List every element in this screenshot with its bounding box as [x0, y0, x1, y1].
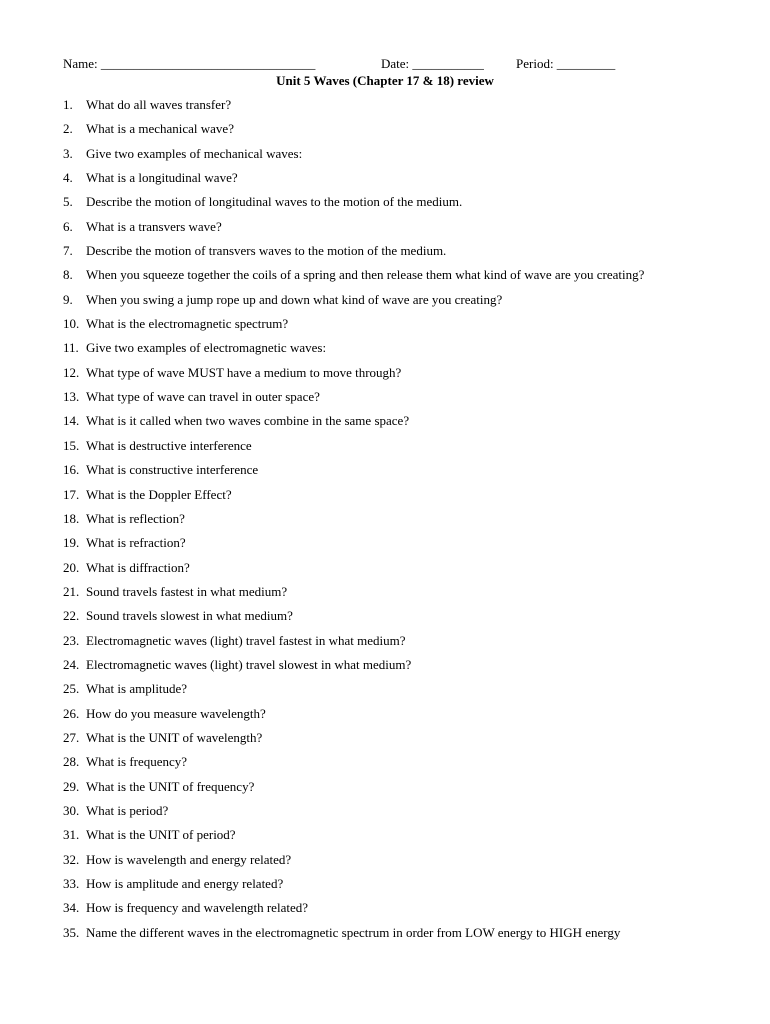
question-number: 11. [63, 340, 79, 356]
question-text: Give two examples of electromagnetic waves: [86, 340, 327, 356]
page-title: Unit 5 Waves (Chapter 17 & 18) review [276, 73, 494, 88]
question-item [63, 121, 743, 145]
question-text: When you swing a jump rope up and down what kind of wave are you creating? [86, 291, 503, 307]
question-number: 13. [63, 389, 80, 405]
question-number: 29. [63, 778, 80, 794]
question-text: What is the Doppler Effect? [86, 486, 232, 502]
question-item [63, 779, 743, 803]
question-item [63, 365, 743, 389]
question-item [63, 754, 743, 778]
question-number: 21. [63, 583, 80, 599]
question-text: Electromagnetic waves (light) travel fastest in what medium? [86, 632, 406, 648]
question-item [63, 292, 743, 316]
question-text: Describe the motion of transvers waves to the motion of the medium. [86, 243, 447, 259]
question-item [63, 170, 743, 194]
question-item [63, 730, 743, 754]
question-item [63, 827, 743, 851]
question-item [63, 852, 743, 876]
question-item [63, 511, 743, 535]
question-number: 19. [63, 535, 80, 551]
question-item [63, 389, 743, 413]
question-item [63, 194, 743, 218]
question-text: What is the UNIT of wavelength? [86, 729, 263, 745]
question-item [63, 803, 743, 827]
question-number: 17. [63, 486, 80, 502]
question-text: What is it called when two waves combine in the same space? [86, 413, 410, 429]
question-text: Name the different waves in the electromagnetic spectrum in order from LOW energy to HIGH energy [86, 924, 621, 940]
question-text: How is amplitude and energy related? [86, 876, 284, 891]
question-number: 32. [63, 851, 80, 867]
question-number: 3. [63, 145, 73, 161]
question-text: When you squeeze together the coils of a spring and then release them what kind of wave are you creating? [86, 267, 645, 283]
question-text: What is destructive interference [86, 437, 252, 453]
question-number: 10. [63, 316, 80, 332]
name-field: Name: _________________________________ [63, 56, 316, 71]
question-number: 34. [63, 900, 80, 916]
question-text: What is a transvers wave? [86, 218, 222, 234]
question-item [63, 925, 743, 949]
question-item [63, 97, 743, 121]
question-number: 35. [63, 924, 80, 940]
question-number: 28. [63, 754, 80, 770]
question-number: 6. [63, 218, 73, 234]
question-number: 9. [63, 291, 73, 307]
question-text: What is a mechanical wave? [86, 121, 234, 137]
question-item [63, 584, 743, 608]
question-item [63, 462, 743, 486]
question-text: What is amplitude? [86, 681, 188, 697]
question-text: Give two examples of mechanical waves: [86, 145, 303, 161]
question-number: 20. [63, 559, 80, 575]
question-item [63, 681, 743, 705]
question-item [63, 413, 743, 437]
question-text: Describe the motion of longitudinal waves to the motion of the medium. [86, 194, 463, 210]
question-number: 30. [63, 802, 80, 818]
question-text: What is constructive interference [86, 462, 259, 478]
question-item [63, 876, 743, 900]
question-list [63, 97, 743, 949]
question-text: Electromagnetic waves (light) travel slowest in what medium? [86, 656, 412, 672]
question-text: What type of wave can travel in outer space? [86, 389, 320, 405]
question-text: Sound travels slowest in what medium? [86, 608, 293, 624]
question-item [63, 243, 743, 267]
question-number: 16. [63, 462, 80, 478]
question-item [63, 657, 743, 681]
question-number: 23. [63, 632, 80, 648]
question-item [63, 633, 743, 657]
question-item [63, 146, 743, 170]
question-number: 1. [63, 97, 73, 112]
question-number: 31. [63, 827, 80, 843]
question-text: How is frequency and wavelength related? [86, 900, 308, 916]
question-text: What is period? [86, 802, 169, 818]
question-item [63, 487, 743, 511]
question-item [63, 267, 743, 291]
question-text: What is diffraction? [86, 559, 190, 575]
question-item [63, 535, 743, 559]
question-item [63, 608, 743, 632]
period-field: Period: _________ [516, 56, 616, 71]
question-text: What do all waves transfer? [86, 97, 232, 112]
question-text: What is reflection? [86, 510, 185, 526]
question-item [63, 438, 743, 462]
question-number: 22. [63, 608, 80, 624]
question-text: How is wavelength and energy related? [86, 851, 292, 867]
question-text: Sound travels fastest in what medium? [86, 583, 288, 599]
question-text: What is the electromagnetic spectrum? [86, 316, 289, 332]
question-text: What is the UNIT of period? [86, 827, 236, 843]
question-item [63, 560, 743, 584]
question-number: 12. [63, 364, 80, 380]
question-number: 26. [63, 705, 80, 721]
question-number: 24. [63, 656, 80, 672]
question-number: 7. [63, 243, 73, 259]
question-text: What is refraction? [86, 535, 186, 551]
date-field: Date: ___________ [381, 56, 484, 71]
question-text: How do you measure wavelength? [86, 705, 266, 721]
question-text: What is a longitudinal wave? [86, 170, 238, 186]
question-number: 18. [63, 510, 80, 526]
question-item [63, 219, 743, 243]
question-number: 27. [63, 729, 80, 745]
question-number: 8. [63, 267, 73, 283]
question-number: 14. [63, 413, 80, 429]
question-text: What is frequency? [86, 754, 188, 770]
question-number: 25. [63, 681, 80, 697]
question-number: 4. [63, 170, 73, 186]
question-number: 33. [63, 876, 80, 891]
question-item [63, 340, 743, 364]
question-number: 2. [63, 121, 73, 137]
question-item [63, 900, 743, 924]
question-number: 15. [63, 437, 80, 453]
question-text: What type of wave MUST have a medium to move through? [86, 364, 402, 380]
question-text: What is the UNIT of frequency? [86, 778, 255, 794]
question-number: 5. [63, 194, 73, 210]
question-item [63, 316, 743, 340]
question-item [63, 706, 743, 730]
